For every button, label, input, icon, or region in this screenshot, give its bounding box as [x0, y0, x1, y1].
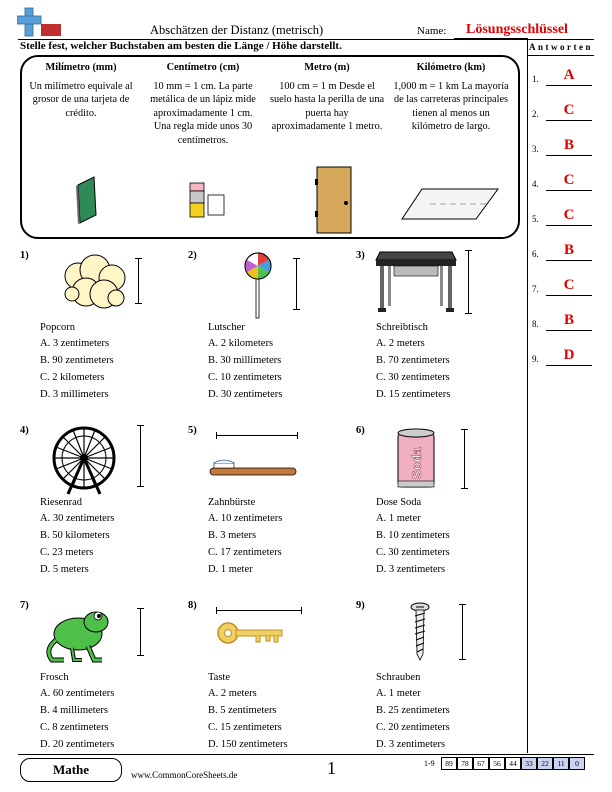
reference-kilometer: [392, 61, 510, 134]
frog-icon: [42, 604, 114, 664]
answer-option: C. 20 zentimeters: [376, 722, 450, 733]
logo-icon: [17, 6, 63, 38]
measure-marker: [462, 604, 463, 660]
answer-number: 5.: [532, 214, 539, 224]
answer-option: D. 3 zentimeters: [376, 739, 446, 750]
answer-option: D. 15 zentimeters: [376, 389, 451, 400]
answer-option: C. 30 zentimeters: [376, 547, 450, 558]
answer-option: B. 3 meters: [208, 530, 257, 541]
question-4: [20, 425, 180, 575]
object-name: Schreibtisch: [376, 322, 428, 333]
answer-number: 7.: [532, 284, 539, 294]
answer-option: B. 4 millimeters: [40, 705, 108, 716]
answer-line: [546, 365, 592, 366]
name-label: Name:: [417, 25, 447, 37]
answer-value: C: [563, 172, 575, 188]
answer-value: D: [563, 347, 575, 363]
answer-option: B. 25 zentimeters: [376, 705, 450, 716]
toothbrush-icon: [208, 459, 298, 479]
answer-option: A. 10 zentimeters: [208, 513, 283, 524]
answer-line: [546, 190, 592, 191]
measure-marker: [216, 435, 298, 436]
answer-option: D. 1 meter: [208, 564, 253, 575]
score-cell: 0: [569, 757, 585, 770]
answer-row: [532, 243, 594, 263]
score-cell: 22: [537, 757, 553, 770]
answer-option: B. 90 zentimeters: [40, 355, 114, 366]
answer-line: [546, 260, 592, 261]
answer-option: D. 30 zentimeters: [208, 389, 283, 400]
score-cell: 56: [489, 757, 505, 770]
object-name: Zahnbürste: [208, 497, 256, 508]
answer-row: [532, 103, 594, 123]
answer-option: C. 30 zentimeters: [376, 372, 450, 383]
answer-option: D. 20 zentimeters: [40, 739, 115, 750]
answer-row: [532, 173, 594, 193]
score-cell: 33: [521, 757, 537, 770]
question-3: [356, 250, 516, 400]
answer-row: [532, 348, 594, 368]
desk-icon: [374, 250, 458, 314]
score-cell: 11: [553, 757, 569, 770]
question-8: [188, 600, 348, 750]
answer-option: D. 150 zentimeters: [208, 739, 288, 750]
answer-row: [532, 313, 594, 333]
measure-marker: [140, 608, 141, 656]
question-number: 7): [20, 600, 29, 611]
answer-option: D. 3 millimeters: [40, 389, 109, 400]
ferris-wheel-icon: [44, 425, 124, 495]
question-number: 9): [356, 600, 365, 611]
instruction-text: Stelle fest, welcher Buchstaben am besten die Länge / Höhe darstellt.: [20, 40, 342, 52]
measure-marker: [296, 258, 297, 310]
answer-heading: Antworten: [529, 42, 593, 52]
popcorn-icon: [60, 254, 130, 314]
answer-value: C: [563, 277, 575, 293]
answer-value: A: [563, 67, 575, 83]
answer-option: B. 5 zentimeters: [208, 705, 277, 716]
question-number: 6): [356, 425, 365, 436]
reference-meter: [268, 61, 386, 134]
answer-number: 9.: [532, 354, 539, 364]
object-name: Taste: [208, 672, 231, 683]
score-cell: 44: [505, 757, 521, 770]
answer-row: [532, 68, 594, 88]
answer-option: C. 15 zentimeters: [208, 722, 282, 733]
answer-line: [546, 120, 592, 121]
answer-row: [532, 138, 594, 158]
answer-option: C. 23 meters: [40, 547, 94, 558]
question-number: 4): [20, 425, 29, 436]
object-name: Lutscher: [208, 322, 245, 333]
answer-option: A. 1 meter: [376, 688, 421, 699]
soda-can-icon: [394, 427, 438, 491]
object-name: Schrauben: [376, 672, 421, 683]
question-1: [20, 250, 180, 400]
score-cell: 67: [473, 757, 489, 770]
reference-head: Metro (m): [304, 62, 350, 73]
reference-head: Centímetro (cm): [166, 62, 240, 73]
page-number: 1: [327, 758, 336, 778]
answer-option: A. 3 zentimeters: [40, 338, 110, 349]
reference-box: [20, 55, 520, 239]
object-name: Frosch: [40, 672, 69, 683]
measure-marker: [138, 258, 139, 304]
question-number: 5): [188, 425, 197, 436]
reference-body: 100 cm = 1 m Desde el suelo hasta la perilla de una puerta hay aproximadamente 1 metro.: [269, 80, 385, 132]
page-title: Abschätzen der Distanz (metrisch): [150, 23, 324, 37]
answer-value: C: [563, 102, 575, 118]
answer-line: [546, 225, 592, 226]
can-label: Soda: [409, 447, 424, 479]
measure-marker: [464, 429, 465, 489]
answer-option: C. 2 kilometers: [40, 372, 105, 383]
question-number: 1): [20, 250, 29, 261]
answer-value: B: [563, 137, 574, 153]
reference-head: Kilómetro (km): [416, 62, 486, 73]
answer-number: 3.: [532, 144, 539, 154]
answer-line: [546, 330, 592, 331]
answer-option: C. 10 zentimeters: [208, 372, 282, 383]
object-name: Riesenrad: [40, 497, 82, 508]
answer-row: [532, 208, 594, 228]
question-9: [356, 600, 516, 750]
measure-marker: [140, 425, 141, 487]
answer-option: A. 60 zentimeters: [40, 688, 115, 699]
reference-head: Milímetro (mm): [45, 62, 117, 73]
answer-option: B. 50 kilometers: [40, 530, 110, 541]
screw-icon: [410, 602, 430, 662]
answer-line: [546, 295, 592, 296]
answer-option: B. 70 zentimeters: [376, 355, 450, 366]
answer-line: [546, 85, 592, 86]
answer-option: A. 2 meters: [376, 338, 425, 349]
question-number: 3): [356, 250, 365, 261]
object-name: Popcorn: [40, 322, 75, 333]
answer-option: B. 10 zentimeters: [376, 530, 450, 541]
object-name: Dose Soda: [376, 497, 422, 508]
reference-body: Un milímetro equivale al grosor de una tarjeta de crédito.: [29, 80, 133, 119]
question-2: [188, 250, 348, 400]
question-6: [356, 425, 516, 575]
score-cell: 89: [441, 757, 457, 770]
answer-option: A. 30 zentimeters: [40, 513, 115, 524]
answer-option: B. 30 millimeters: [208, 355, 282, 366]
reference-body: 10 mm = 1 cm. La parte metálica de un lápiz mide aproximadamente 1 cm. Una regla mide unos 30 centímetros.: [150, 80, 256, 146]
site-url: www.CommonCoreSheets.de: [131, 770, 238, 780]
reference-millimeter: [22, 61, 140, 120]
answer-number: 6.: [532, 249, 539, 259]
footer-divider: [18, 754, 594, 755]
answer-heading-rule: [527, 55, 594, 56]
question-number: 8): [188, 600, 197, 611]
answer-number: 4.: [532, 179, 539, 189]
road-icon: [400, 187, 500, 221]
answer-option: A. 2 meters: [208, 688, 257, 699]
answer-option: D. 5 meters: [40, 564, 89, 575]
reference-centimeter: [144, 61, 262, 147]
answer-value: B: [563, 312, 574, 328]
question-5: [188, 425, 348, 575]
key-icon: [216, 620, 286, 646]
measure-marker: [468, 250, 469, 314]
answer-number: 2.: [532, 109, 539, 119]
name-value: Lösungsschlüssel: [466, 22, 568, 37]
answer-value: C: [563, 207, 575, 223]
score-cell: 78: [457, 757, 473, 770]
answer-number: 8.: [532, 319, 539, 329]
score-range-label: 1-9: [424, 759, 435, 768]
measure-marker: [216, 610, 302, 611]
answer-option: D. 3 zentimeters: [376, 564, 446, 575]
question-7: [20, 600, 180, 750]
reference-body: 1,000 m = 1 km La mayoría de las carreteras principales tienen al menos un kilómetro de largo.: [393, 80, 509, 132]
answer-line: [546, 155, 592, 156]
brand-badge: Mathe: [20, 758, 122, 782]
answer-option: C. 8 zentimeters: [40, 722, 109, 733]
door-icon: [315, 165, 355, 235]
answer-option: A. 1 meter: [376, 513, 421, 524]
answer-option: A. 2 kilometers: [208, 338, 274, 349]
answer-number: 1.: [532, 74, 539, 84]
credit-card-icon: [72, 175, 102, 225]
answer-row: [532, 278, 594, 298]
answer-value: B: [563, 242, 574, 258]
lollipop-icon: [238, 250, 278, 320]
question-number: 2): [188, 250, 197, 261]
answer-option: C. 17 zentimeters: [208, 547, 282, 558]
pencil-eraser-icon: [188, 181, 232, 221]
